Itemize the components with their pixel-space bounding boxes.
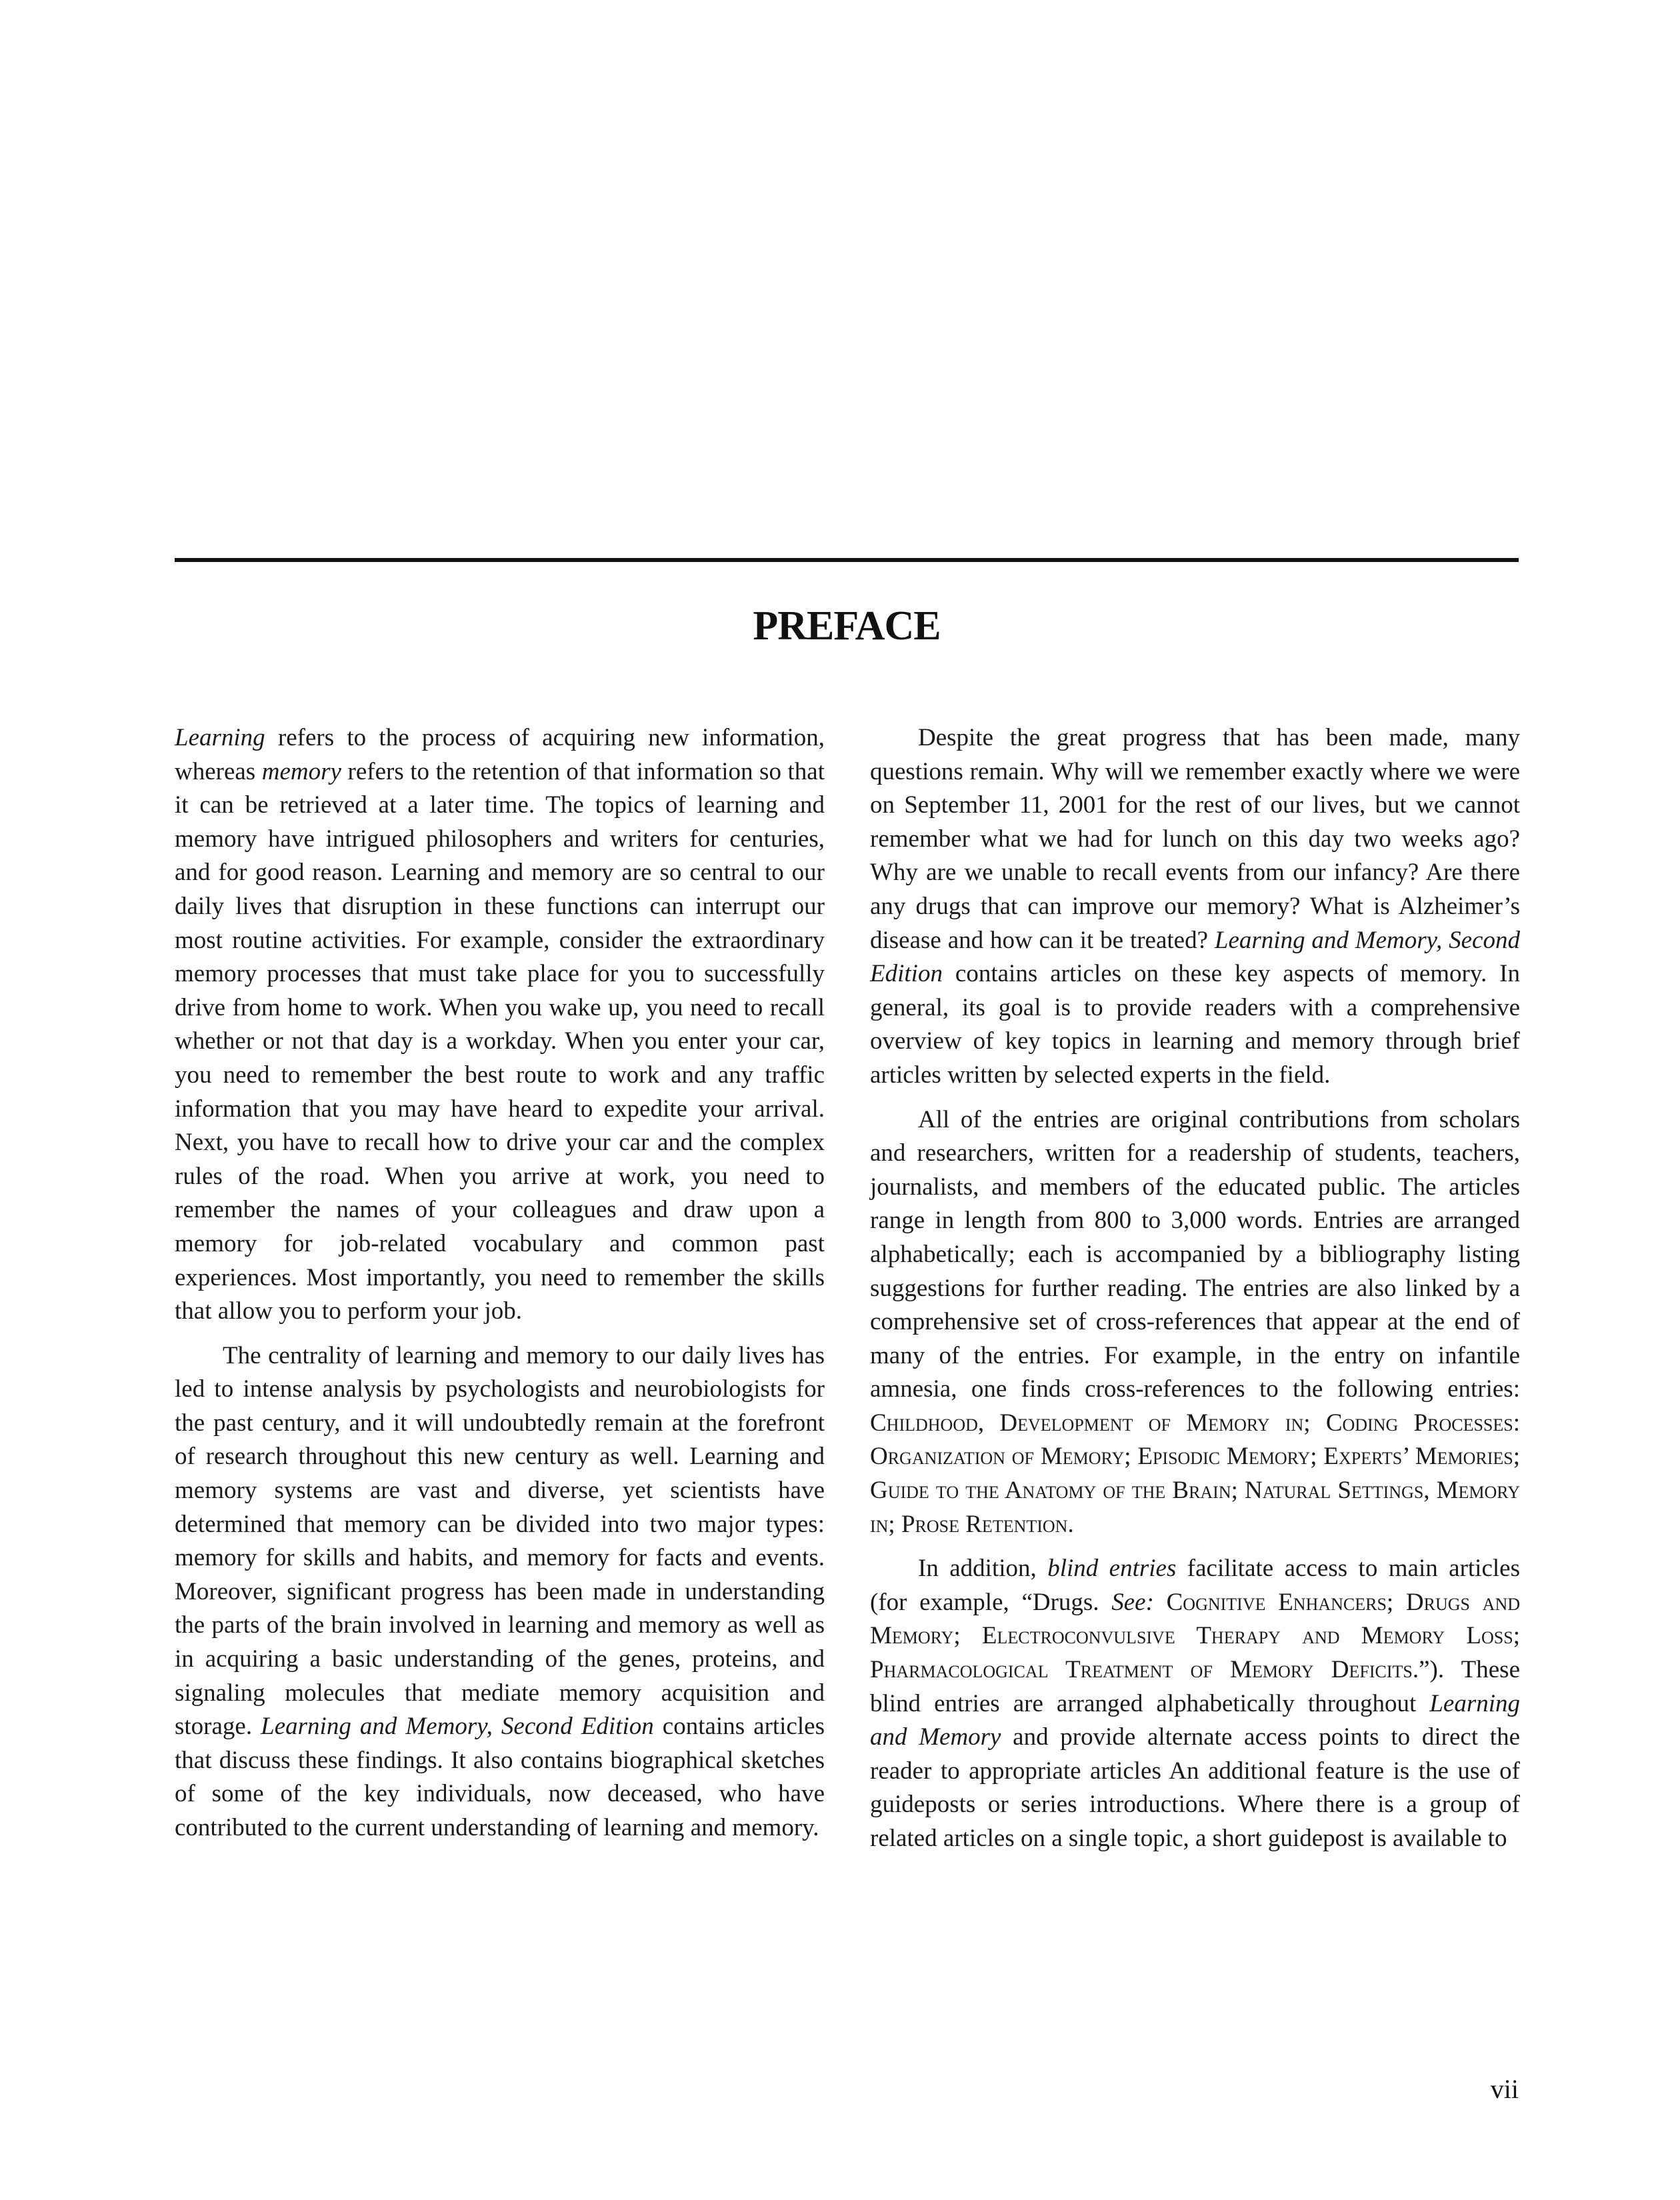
left-column <box>175 721 825 1845</box>
paragraph: Learning refers to the process of acquiring new information, whereas memory refers to the retention of that information so that it can be retrieved at a later time. The topics of learning and memory have intrigued philosophers and writers for centuries, and for good reason. Learning and memory are so central to our daily lives that disruption in these functions can interrupt our most routine activities. For example, consider the extraordinary memory processes that must take place for you to successfully drive from home to work. When you wake up, you need to recall whether or not that day is a workday. When you enter your car, you need to remember the best route to work and any traffic information that you may have heard to expedite your arrival. Next, you have to recall how to drive your car and the complex rules of the road. When you arrive at work, you need to remember the names of your colleagues and draw upon a memory for job-related vocabulary and common past experiences. Most importantly, you need to remember the skills that allow you to perform your job. <box>175 724 825 1325</box>
page-title: PREFACE <box>753 603 941 649</box>
paragraph: The centrality of learning and memory to our daily lives has led to intense analysis by psychologists and neurobiologists for the past century, and it will undoubtedly remain at the forefront of research throughout this new century as well. Learning and memory systems are vast and diverse, yet scientists have determined that memory can be divided into two major types: memory for skills and habits, and memory for facts and events. Moreover, significant progress has been made in understanding the parts of the brain involved in learning and memory as well as in acquiring a basic understanding of the genes, proteins, and signaling molecules that mediate memory acquisition and storage. Learning and Memory, Second Edition contains articles that discuss these findings. It also contains biographical sketches of some of the key individuals, now deceased, who have contributed to the current understanding of learning and memory. <box>175 1341 825 1841</box>
italic-term: blind entries <box>1047 1555 1177 1583</box>
book-title: Learning and Memory, Second Edition <box>261 1713 654 1741</box>
see-label: See: <box>1111 1588 1154 1616</box>
italic-term: memory <box>261 757 341 785</box>
book-title: Learning and Memory <box>870 1689 1520 1751</box>
cross-references: Childhood, Development of Memory in; Coding Processes: Organization of Memory; Episodic Memory; Experts’ Memories; Guide to the Anatomy of the Brain; Natural Settings, Memory in; Prose Retention. <box>870 1409 1520 1538</box>
title-rule <box>175 558 1519 562</box>
page-number: vii <box>1490 2074 1519 2104</box>
paragraph: In addition, blind entries facilitate access to main articles (for example, “Drugs. See: Cognitive Enhancers; Drugs and Memory; Electroconvulsive Therapy and Memory Loss; Pharmacological Treatment of Memory Deficits.”). These blind entries are arranged alphabetically throughout Learning and Memory and provide alternate access points to direct the reader to appropriate articles An additional feature is the use of guideposts or series introductions. Where there is a group of related articles on a single topic, a short guidepost is available to <box>870 1555 1521 1852</box>
italic-term: Learning <box>175 724 265 751</box>
right-column <box>870 721 1520 1856</box>
paragraph: All of the entries are original contributions from scholars and researchers, written for a readership of students, teachers, journalists, and members of the educated public. The articles range in length from 800 to 3,000 words. Entries are arranged alphabetically; each is accompanied by a bibliography listing suggestions for further reading. The entries are also linked by a comprehensive set of cross-references that appear at the end of many of the entries. For example, in the entry on infantile amnesia, one finds cross-references to the following entries: Childhood, Development of Memory in; Coding Processes: Organization of Memory; Episodic Memory; Experts’ Memories; Guide to the Anatomy of the Brain; Natural Settings, Memory in; Prose Retention. <box>870 1105 1520 1538</box>
cross-references: Cognitive Enhancers; Drugs and Memory; Electroconvulsive Therapy and Memory Loss; Pharmacological Treatment of Memory Deficits. <box>870 1588 1521 1684</box>
paragraph: Despite the great progress that has been made, many questions remain. Why will we remember exactly where we were on September 11, 2001 for the rest of our lives, but we cannot remember what we had for lunch on this day two weeks ago? Why are we unable to recall events from our infancy? Are there any drugs that can improve our memory? What is Alzheimer’s disease and how can it be treated? Learning and Memory, Second Edition contains articles on these key aspects of memory. In general, its goal is to provide readers with a comprehensive overview of key topics in learning and memory through brief articles written by selected experts in the field. <box>870 724 1520 1089</box>
book-title: Learning and Memory, Second Edition <box>870 926 1520 988</box>
